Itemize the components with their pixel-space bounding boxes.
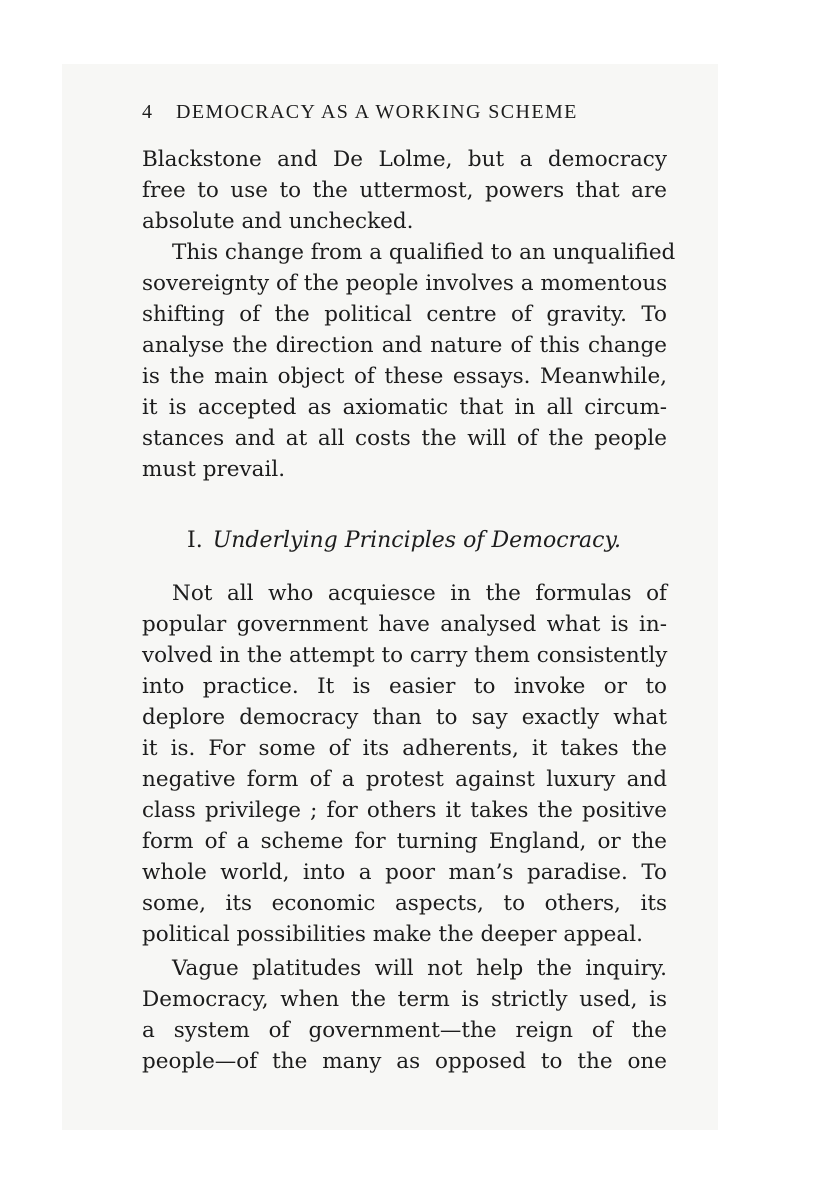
text-line: Vague platitudes will not help the inquiry. [172, 956, 667, 981]
paragraph-1 [142, 144, 667, 237]
text-line: free to use to the uttermost, powers that are [142, 178, 667, 203]
paragraph-4 [142, 953, 667, 1077]
text-line: shifting of the political centre of gravity. To [142, 302, 667, 327]
text-line: it is. For some of its adherents, it takes the [142, 736, 667, 761]
text-line: must prevail. [142, 457, 286, 482]
text-line: political possibilities make the deeper appeal. [142, 922, 643, 947]
paragraph-3 [142, 578, 667, 950]
text-line: sovereignty of the people involves a momentous [142, 271, 668, 296]
text-line: Not all who acquiesce in the formulas of [172, 581, 667, 606]
text-line: volved in the attempt to carry them consistently [142, 643, 668, 668]
text-line: some, its economic aspects, to others, its [142, 891, 667, 916]
text-line: Democracy, when the term is strictly used, is [142, 987, 667, 1012]
text-line: class privilege ; for others it takes the positive [142, 798, 667, 823]
text-line: Blackstone and De Lolme, but a democracy [142, 147, 667, 172]
text-line: popular government have analysed what is in- [142, 612, 667, 637]
running-head-title: DEMOCRACY AS A WORKING SCHEME [176, 101, 578, 123]
section-numeral: I. [187, 528, 203, 553]
text-line: into practice. It is easier to invoke or to [142, 674, 667, 699]
section-heading [187, 528, 621, 553]
text-line: stances and at all costs the will of the people [142, 426, 667, 451]
text-line: it is accepted as axiomatic that in all circum- [142, 395, 667, 420]
text-line: whole world, into a poor man’s paradise. To [142, 860, 667, 885]
text-line: people—of the many as opposed to the one [142, 1049, 667, 1074]
text-line: This change from a qualified to an unqualified [172, 240, 676, 265]
text-line: form of a scheme for turning England, or the [142, 829, 667, 854]
text-line: deplore democracy than to say exactly what [142, 705, 667, 730]
text-line: is the main object of these essays. Meanwhile, [142, 364, 667, 389]
text-line: absolute and unchecked. [142, 209, 414, 234]
section-title: Underlying Principles of Democracy. [212, 528, 621, 553]
page-number: 4 [142, 101, 154, 123]
text-line: negative form of a protest against luxury and [142, 767, 667, 792]
text-line: analyse the direction and nature of this change [142, 333, 667, 358]
running-head [142, 101, 667, 124]
paragraph-2 [142, 237, 676, 485]
text-line: a system of government—the reign of the [142, 1018, 667, 1043]
